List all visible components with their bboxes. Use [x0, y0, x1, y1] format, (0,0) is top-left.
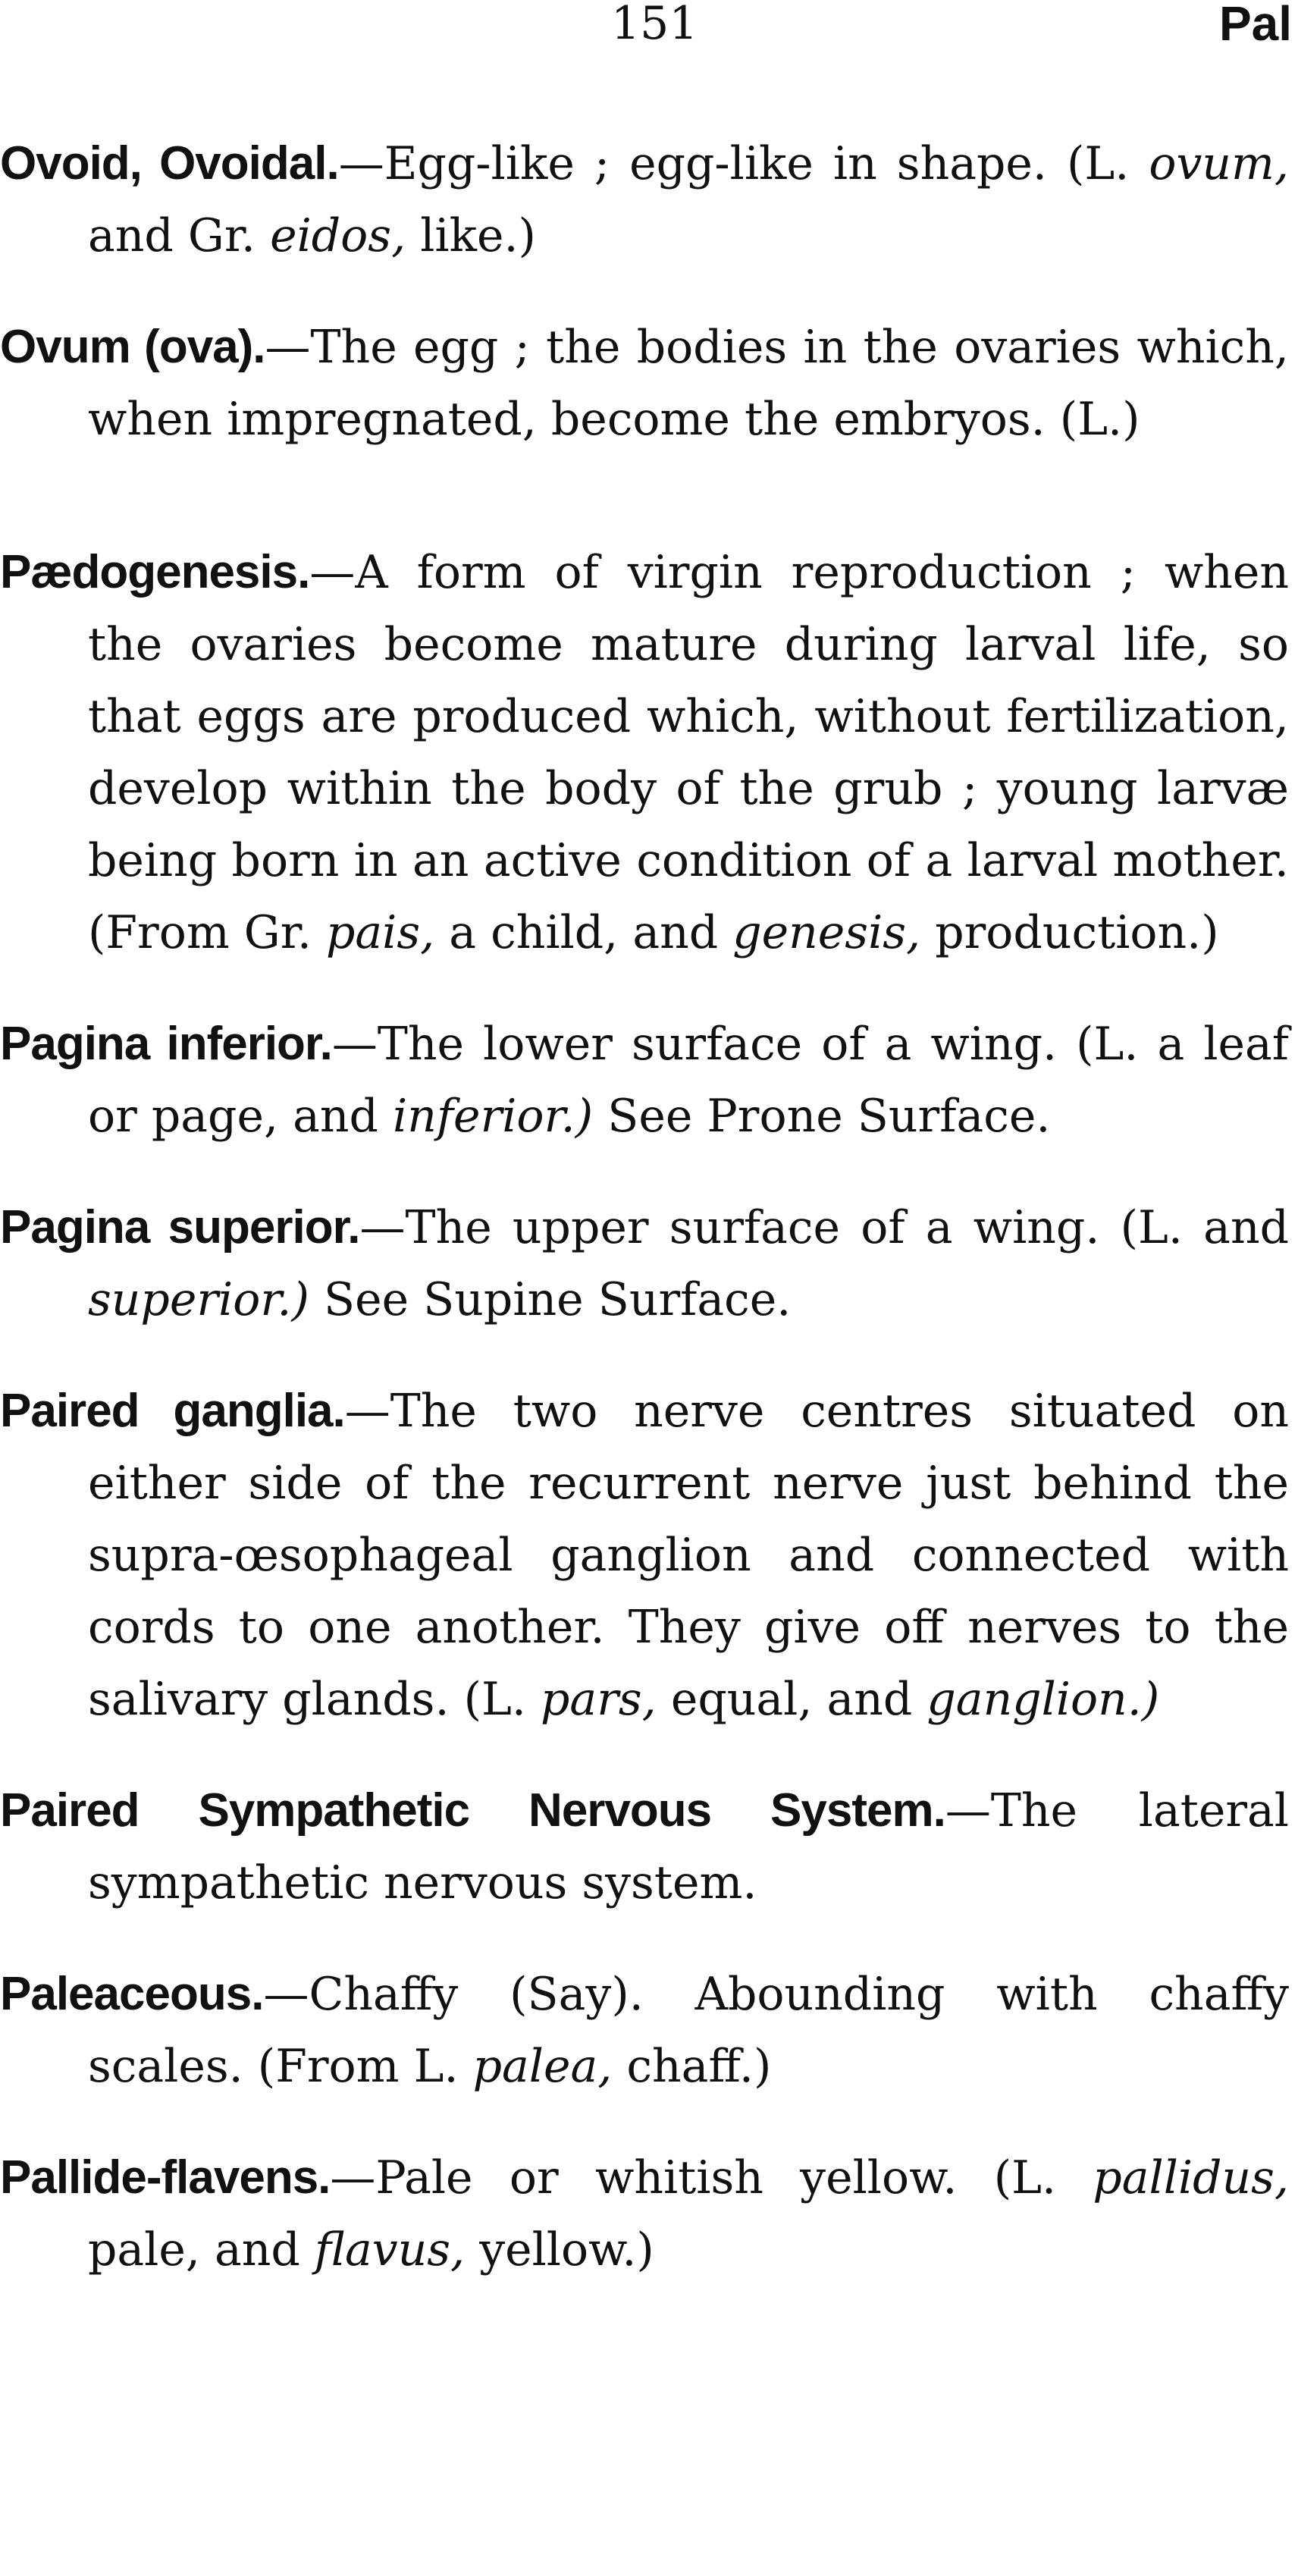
entry-text: a child, and: [434, 906, 733, 959]
entry-text-italic: pars,: [541, 1673, 657, 1726]
entry-text-italic: pallidus,: [1093, 2151, 1289, 2204]
entry-headword: Pædogenesis.: [0, 546, 310, 598]
entry-headword: Paired ganglia.: [0, 1385, 345, 1437]
entry-text: —The egg ; the bodies in the ovaries which, when impregnated, become the embryos. (L.): [88, 321, 1289, 446]
glossary-entry: [0, 1774, 1289, 1919]
entry-text: —The two nerve centres situated on either side of the recurrent nerve just behind the supra-œsophageal ganglion and connected with cords to one another. They give off nerves to the salivary glands. (L.: [88, 1385, 1289, 1726]
entry-text: —The lower surface of a wing. (L. a leaf or page, and: [88, 1018, 1289, 1143]
glossary-entries: [0, 127, 1289, 2325]
glossary-entry: [0, 1008, 1289, 1153]
page-header: [0, 0, 1298, 53]
entry-headword: Paleaceous.: [0, 1968, 264, 2020]
entry-text-italic: genesis,: [732, 906, 921, 959]
running-head: Pal: [1218, 0, 1292, 51]
entry-text: —The lateral sympathetic nervous system.: [88, 1784, 1289, 1909]
entry-text-italic: inferior.): [393, 1090, 594, 1143]
glossary-entry: [0, 311, 1289, 456]
entry-text: chaff.): [612, 2040, 772, 2093]
entry-text-italic: superior.): [88, 1273, 309, 1326]
glossary-entry: [0, 1191, 1289, 1336]
entry-text: —The upper surface of a wing. (L. and: [359, 1201, 1289, 1254]
entry-text: See Supine Surface.: [309, 1273, 792, 1326]
entry-text-italic: ovum,: [1149, 137, 1289, 190]
entry-text: production.): [920, 906, 1219, 959]
glossary-entry: [0, 2141, 1289, 2286]
entry-text: —Pale or whitish yellow. (L.: [330, 2151, 1093, 2204]
entry-headword: Pallide-flavens.: [0, 2151, 331, 2204]
entry-text-italic: eidos,: [270, 209, 406, 262]
entry-text: —A form of virgin reproduction ; when the ovaries become mature during larval life, so that eggs are produced which, without fertilization, develop within the body of the grub ; young larvæ being born in an active condition of a larval mother. (From Gr.: [88, 546, 1289, 959]
entry-text-italic: palea,: [472, 2040, 613, 2093]
glossary-entry: [0, 1958, 1289, 2103]
entry-headword: Pagina inferior.: [0, 1018, 332, 1070]
entry-headword: Ovoid, Ovoidal.: [0, 137, 339, 190]
entry-headword: Ovum (ova).: [0, 321, 265, 373]
glossary-entry: [0, 1375, 1289, 1736]
entry-text: like.): [406, 209, 536, 262]
entry-headword: Paired Sympathetic Nervous System.: [0, 1784, 945, 1837]
entry-text: —Chaffy (Say). Abounding with chaffy scales. (From L.: [88, 1968, 1289, 2093]
entry-text: and Gr.: [88, 209, 271, 262]
page-number: 151: [611, 0, 698, 50]
entry-text: yellow.): [465, 2223, 654, 2276]
entry-text-italic: flavus,: [314, 2223, 466, 2276]
entry-text: —Egg-like ; egg-like in shape. (L.: [338, 137, 1149, 190]
entry-text-italic: ganglion.): [926, 1673, 1160, 1726]
entry-text: See Prone Surface.: [593, 1090, 1051, 1143]
entry-text: equal, and: [656, 1673, 927, 1726]
glossary-entry: [0, 536, 1289, 969]
entry-headword: Pagina superior.: [0, 1201, 360, 1253]
entry-text-italic: pais,: [325, 906, 435, 959]
glossary-entry: [0, 127, 1289, 272]
entry-text: pale, and: [88, 2223, 315, 2276]
